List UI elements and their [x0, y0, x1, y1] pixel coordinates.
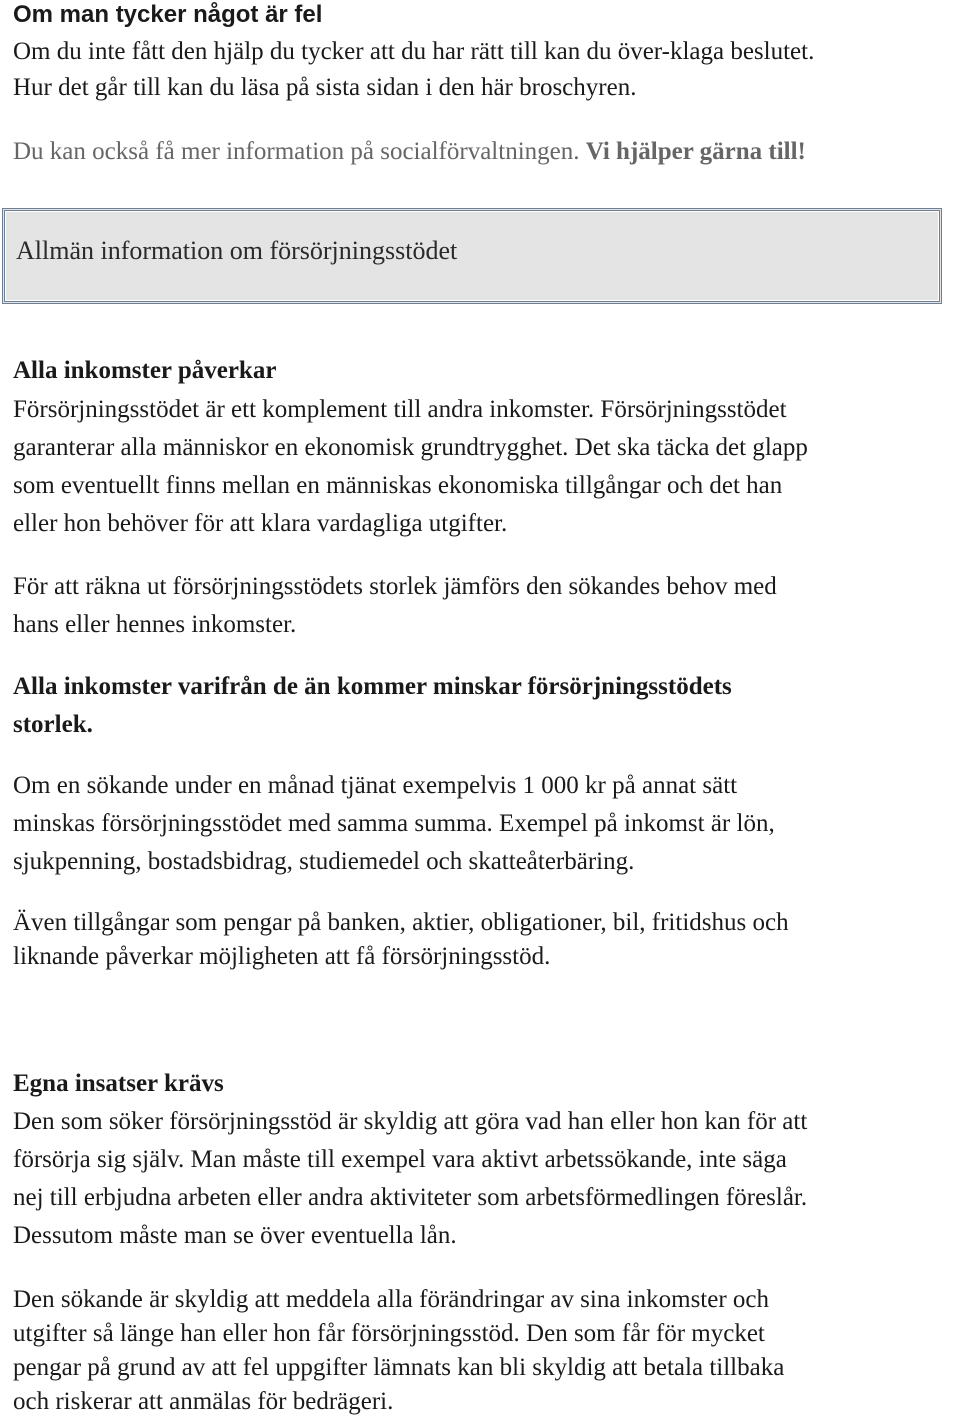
text-line: Alla inkomster varifrån de än kommer minskar försörjningsstödets	[13, 673, 732, 700]
income-paragraph-2	[13, 568, 777, 644]
banner-title: Allmän information om försörjningsstödet	[16, 236, 458, 265]
section-banner	[2, 208, 942, 304]
text-line: och riskerar att anmälas för bedrägeri.	[13, 1388, 394, 1415]
income-paragraph-3	[13, 767, 775, 881]
text-line: Den som söker försörjningsstöd är skyldig att göra vad han eller hon kan för att	[13, 1108, 808, 1135]
text-line: pengar på grund av att fel uppgifter lämnats kan bli skyldig att betala tillbaka	[13, 1354, 785, 1381]
text-line: Om du inte fått den hjälp du tycker att du har rätt till kan du över-klaga beslutet.	[13, 38, 815, 65]
text-line: storlek.	[13, 711, 93, 738]
text-line: Dessutom måste man se över eventuella lån.	[13, 1222, 457, 1249]
text-line: sjukpenning, bostadsbidrag, studiemedel och skatteåterbäring.	[13, 848, 635, 875]
info-text: Du kan också få mer information på socialförvaltningen.	[13, 138, 580, 165]
info-paragraph	[13, 133, 806, 171]
efforts-paragraph-1	[13, 1103, 807, 1255]
income-emphasis	[13, 668, 732, 744]
text-line: För att räkna ut försörjningsstödets storlek jämförs den sökandes behov med	[13, 573, 777, 600]
income-paragraph-1	[13, 391, 808, 543]
text-line: hans eller hennes inkomster.	[13, 611, 297, 638]
text-line: nej till erbjudna arbeten eller andra aktiviteter som arbetsförmedlingen föreslår.	[13, 1184, 808, 1211]
text-line: liknande påverkar möjligheten att få försörjningsstöd.	[13, 943, 551, 970]
text-line: Hur det går till kan du läsa på sista sidan i den här broschyren.	[13, 74, 637, 101]
section-heading-complaints: Om man tycker något är fel	[13, 1, 323, 28]
text-line: Om en sökande under en månad tjänat exempelvis 1 000 kr på annat sätt	[13, 772, 738, 799]
section-heading-income: Alla inkomster påverkar	[13, 357, 277, 384]
text-line: minskas försörjningsstödet med samma summa. Exempel på inkomst är lön,	[13, 810, 775, 837]
text-line: försörja sig själv. Man måste till exempel vara aktivt arbetssökande, inte säga	[13, 1146, 787, 1173]
text-line: eller hon behöver för att klara vardagliga utgifter.	[13, 510, 508, 537]
text-line: som eventuellt finns mellan en människas ekonomiska tillgångar och det han	[13, 472, 783, 499]
section-heading-own-efforts: Egna insatser krävs	[13, 1070, 224, 1097]
text-line: Den sökande är skyldig att meddela alla förändringar av sina inkomster och	[13, 1286, 770, 1313]
efforts-paragraph-2	[13, 1283, 784, 1419]
text-line: utgifter så länge han eller hon får försörjningsstöd. Den som får för mycket	[13, 1320, 765, 1347]
text-line: Även tillgångar som pengar på banken, aktier, obligationer, bil, fritidshus och	[13, 909, 789, 936]
info-emphasis: Vi hjälper gärna till!	[585, 138, 806, 165]
income-paragraph-4	[13, 906, 789, 974]
complaints-paragraph	[13, 34, 814, 106]
text-line: garanterar alla människor en ekonomisk grundtrygghet. Det ska täcka det glapp	[13, 434, 808, 461]
text-line: Försörjningsstödet är ett komplement till andra inkomster. Försörjningsstödet	[13, 396, 787, 423]
